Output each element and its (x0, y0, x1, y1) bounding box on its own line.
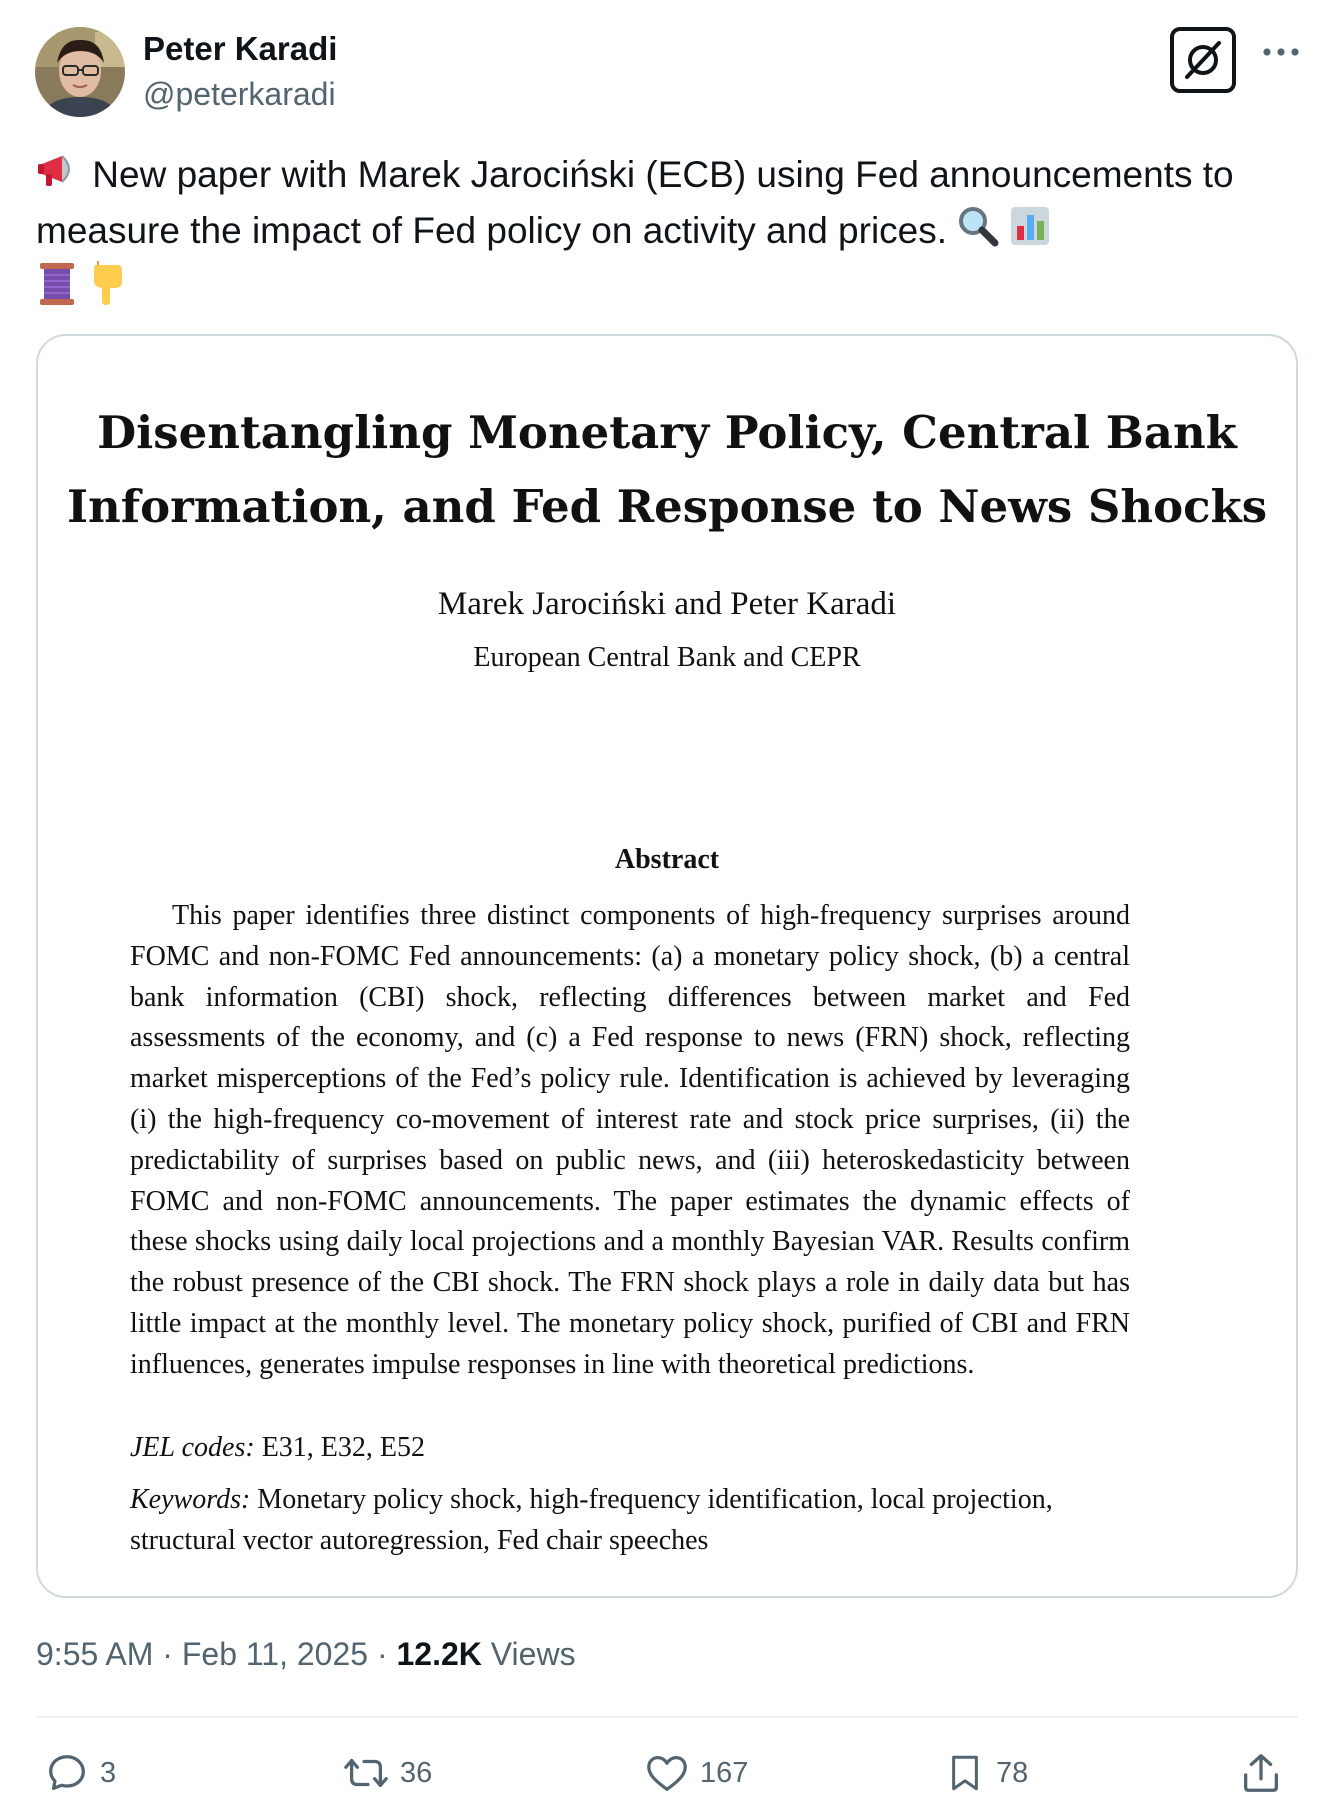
tweet-line-1-text: New paper with Marek Jarociński (ECB) using Fed announcements to (92, 154, 1234, 195)
more-icon (1260, 40, 1302, 80)
megaphone-icon (36, 150, 82, 204)
tweet-line-3 (36, 261, 1296, 321)
repost-icon (342, 1750, 390, 1796)
heart-icon (644, 1750, 690, 1796)
grok-icon (1174, 31, 1232, 89)
paper-authors: Marek Jarociński and Peter Karadi (437, 586, 897, 622)
divider (36, 1716, 1298, 1718)
views-count: 12.2K (396, 1636, 482, 1672)
grok-button[interactable] (1170, 27, 1236, 93)
author-handle[interactable]: @peterkaradi (143, 76, 336, 112)
views-label: Views (481, 1636, 576, 1672)
tweet-line-2 (36, 204, 1296, 261)
tweet-date[interactable]: Feb 11, 2025 (181, 1636, 369, 1672)
repost-button[interactable] (342, 1748, 432, 1798)
magnifier-icon (957, 205, 999, 261)
thread-spool-icon (36, 261, 78, 321)
like-count: 167 (700, 1756, 749, 1789)
meta-separator: · (368, 1636, 397, 1672)
abstract-heading: Abstract (614, 844, 720, 875)
paper-image-card[interactable] (36, 334, 1298, 1598)
paper-affiliation: European Central Bank and CEPR (473, 642, 861, 673)
tweet-time[interactable]: 9:55 AM (36, 1636, 154, 1672)
bookmark-icon (944, 1750, 986, 1796)
share-icon (1238, 1750, 1284, 1796)
author-name[interactable]: Peter Karadi (143, 30, 338, 67)
bar-chart-icon (1010, 206, 1050, 260)
point-down-icon (88, 261, 126, 321)
tweet-line-1 (36, 148, 1296, 204)
reply-icon (44, 1750, 90, 1796)
tweet-text (36, 148, 1296, 321)
jel-codes (130, 1432, 425, 1464)
keywords-label: Keywords: (130, 1484, 251, 1515)
tweet-line-2-text: measure the impact of Fed policy on activity and prices. (36, 210, 948, 252)
paper-title-line-2: Information, and Fed Response to News Shocks (66, 480, 1268, 533)
abstract-text: This paper identifies three distinct components of high-frequency surprises around FOMC and non-FOMC Fed announcements: (a) a monetary policy shock, (b) a central bank information (CBI) shock, reflecting differences between market and Fed assessments of the economy, and (c) a Fed response to news (FRN) shock, reflecting market misperceptions of the Fed’s policy rule. Identification is achieved by leveraging (i) the high-frequency co-movement of interest rate and stock price surprises, (ii) the predictability of surprises based on public news, and (iii) heteroskedasticity between FOMC and non-FOMC announcements. The paper estimates the dynamic effects of these shocks using daily local projections and a monthly Bayesian VAR. Results confirm the robust presence of the CBI shock. The FRN shock plays a role in daily data but has little impact at the monthly level. The monetary policy shock, purified of CBI and FRN influences, generates impulse responses in line with theoretical predictions. (130, 900, 1130, 1380)
keywords (130, 1480, 1140, 1562)
tweet-meta (36, 1636, 576, 1673)
more-options-button[interactable] (1260, 40, 1302, 80)
bookmark-count: 78 (996, 1756, 1029, 1789)
avatar[interactable] (35, 27, 125, 117)
like-button[interactable] (644, 1748, 748, 1798)
keywords-value: Monetary policy shock, high-frequency identification, local projection, structural vector autoregression, Fed chair speeches (130, 1484, 1053, 1556)
jel-label: JEL codes: (130, 1432, 255, 1463)
share-button[interactable] (1238, 1748, 1284, 1798)
meta-separator: · (153, 1636, 182, 1672)
reply-button[interactable] (44, 1748, 116, 1798)
paper-title-line-1: Disentangling Monetary Policy, Central Bank (97, 406, 1237, 459)
reply-count: 3 (100, 1756, 117, 1789)
jel-value: E31, E32, E52 (254, 1432, 425, 1463)
bookmark-button[interactable] (944, 1748, 1028, 1798)
paper-title (38, 396, 1296, 544)
repost-count: 36 (400, 1756, 433, 1789)
avatar-photo (35, 27, 125, 117)
